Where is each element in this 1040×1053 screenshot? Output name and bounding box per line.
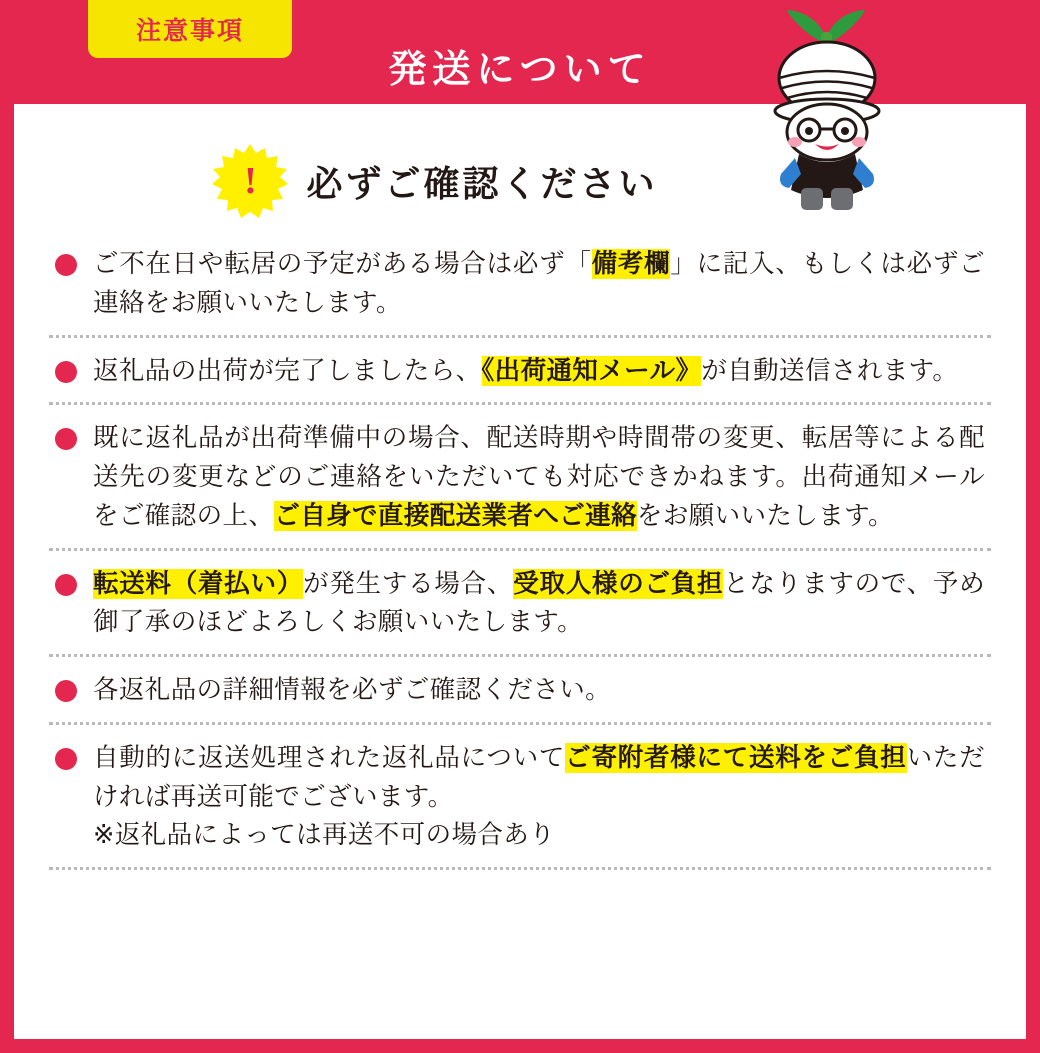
highlighted-text: ご寄附者様にて送料をご負担 [565,742,907,773]
text-run: をお願いいたします。 [636,500,894,531]
highlighted-text: 受取人様のご負担 [513,568,724,599]
text-run: 各返礼品の詳細情報を必ずご確認ください。 [93,675,612,705]
notice-absence [47,245,993,323]
text-run: が自動送信されます。 [701,355,959,386]
text-run: となりますので、予め御了承のほどよろしくお願いいたします。 [93,568,986,638]
notice-text [93,565,985,643]
divider [49,654,991,657]
exclamation-burst-icon [212,143,288,219]
bullet-icon [55,574,77,596]
notice-card [14,104,1026,1039]
bullet-icon [55,254,77,276]
bullet-icon [55,428,77,450]
highlighted-text: 転送料（着払い） [93,568,304,599]
text-run: ※返礼品によっては再送不可の場合あり [93,820,556,851]
notice-text [93,245,985,323]
divider [49,722,991,725]
highlighted-text: ご自身で直接配送業者へご連絡 [274,500,637,531]
notice-text [93,739,985,855]
divider [49,867,991,870]
notice-text [93,352,985,391]
bullet-icon [55,748,77,770]
text-run: 自動的に返送処理された返礼品について [93,742,566,773]
text-run: が発生する場合、 [303,568,514,599]
text-run: 既に返礼品が出荷準備中の場合、配送時期や時間帯の変更、転居等による配送先の変更などのご連絡をいただいても対応できかねます。出荷通知メールをご確認の上、 [93,423,985,531]
divider [49,548,991,551]
highlighted-text: 備考欄 [591,249,671,279]
notice-forwarding-fee [47,565,993,643]
divider [49,335,991,338]
notice-text [93,419,985,535]
notice-text [93,671,985,710]
turnip-character-mascot-icon [765,8,890,223]
notice-in-preparation [47,419,993,535]
text-run: 」に記入、もしくは必ずご連絡をお願いいたします。 [93,249,985,318]
text-run: 返礼品の出荷が完了しましたら、 [93,355,482,386]
highlighted-text: 《出荷通知メール》 [481,355,702,386]
notice-shipping-mail [47,352,993,391]
divider [49,402,991,405]
confirm-heading-text: 必ずご確認ください [306,163,658,205]
text-run: ご不在日や転居の予定がある場合は必ず「 [93,249,592,279]
page-title: 発送について [388,47,652,91]
bullet-icon [55,361,77,383]
notice-returned-items [47,739,993,855]
exclamation-mark: ! [244,160,257,202]
text-run: いただければ再送可能でございます。 [93,742,985,812]
notice-check-details [47,671,993,710]
notice-badge-label: 注意事項 [135,16,244,45]
bullet-icon [55,680,77,702]
notice-list [47,245,993,870]
